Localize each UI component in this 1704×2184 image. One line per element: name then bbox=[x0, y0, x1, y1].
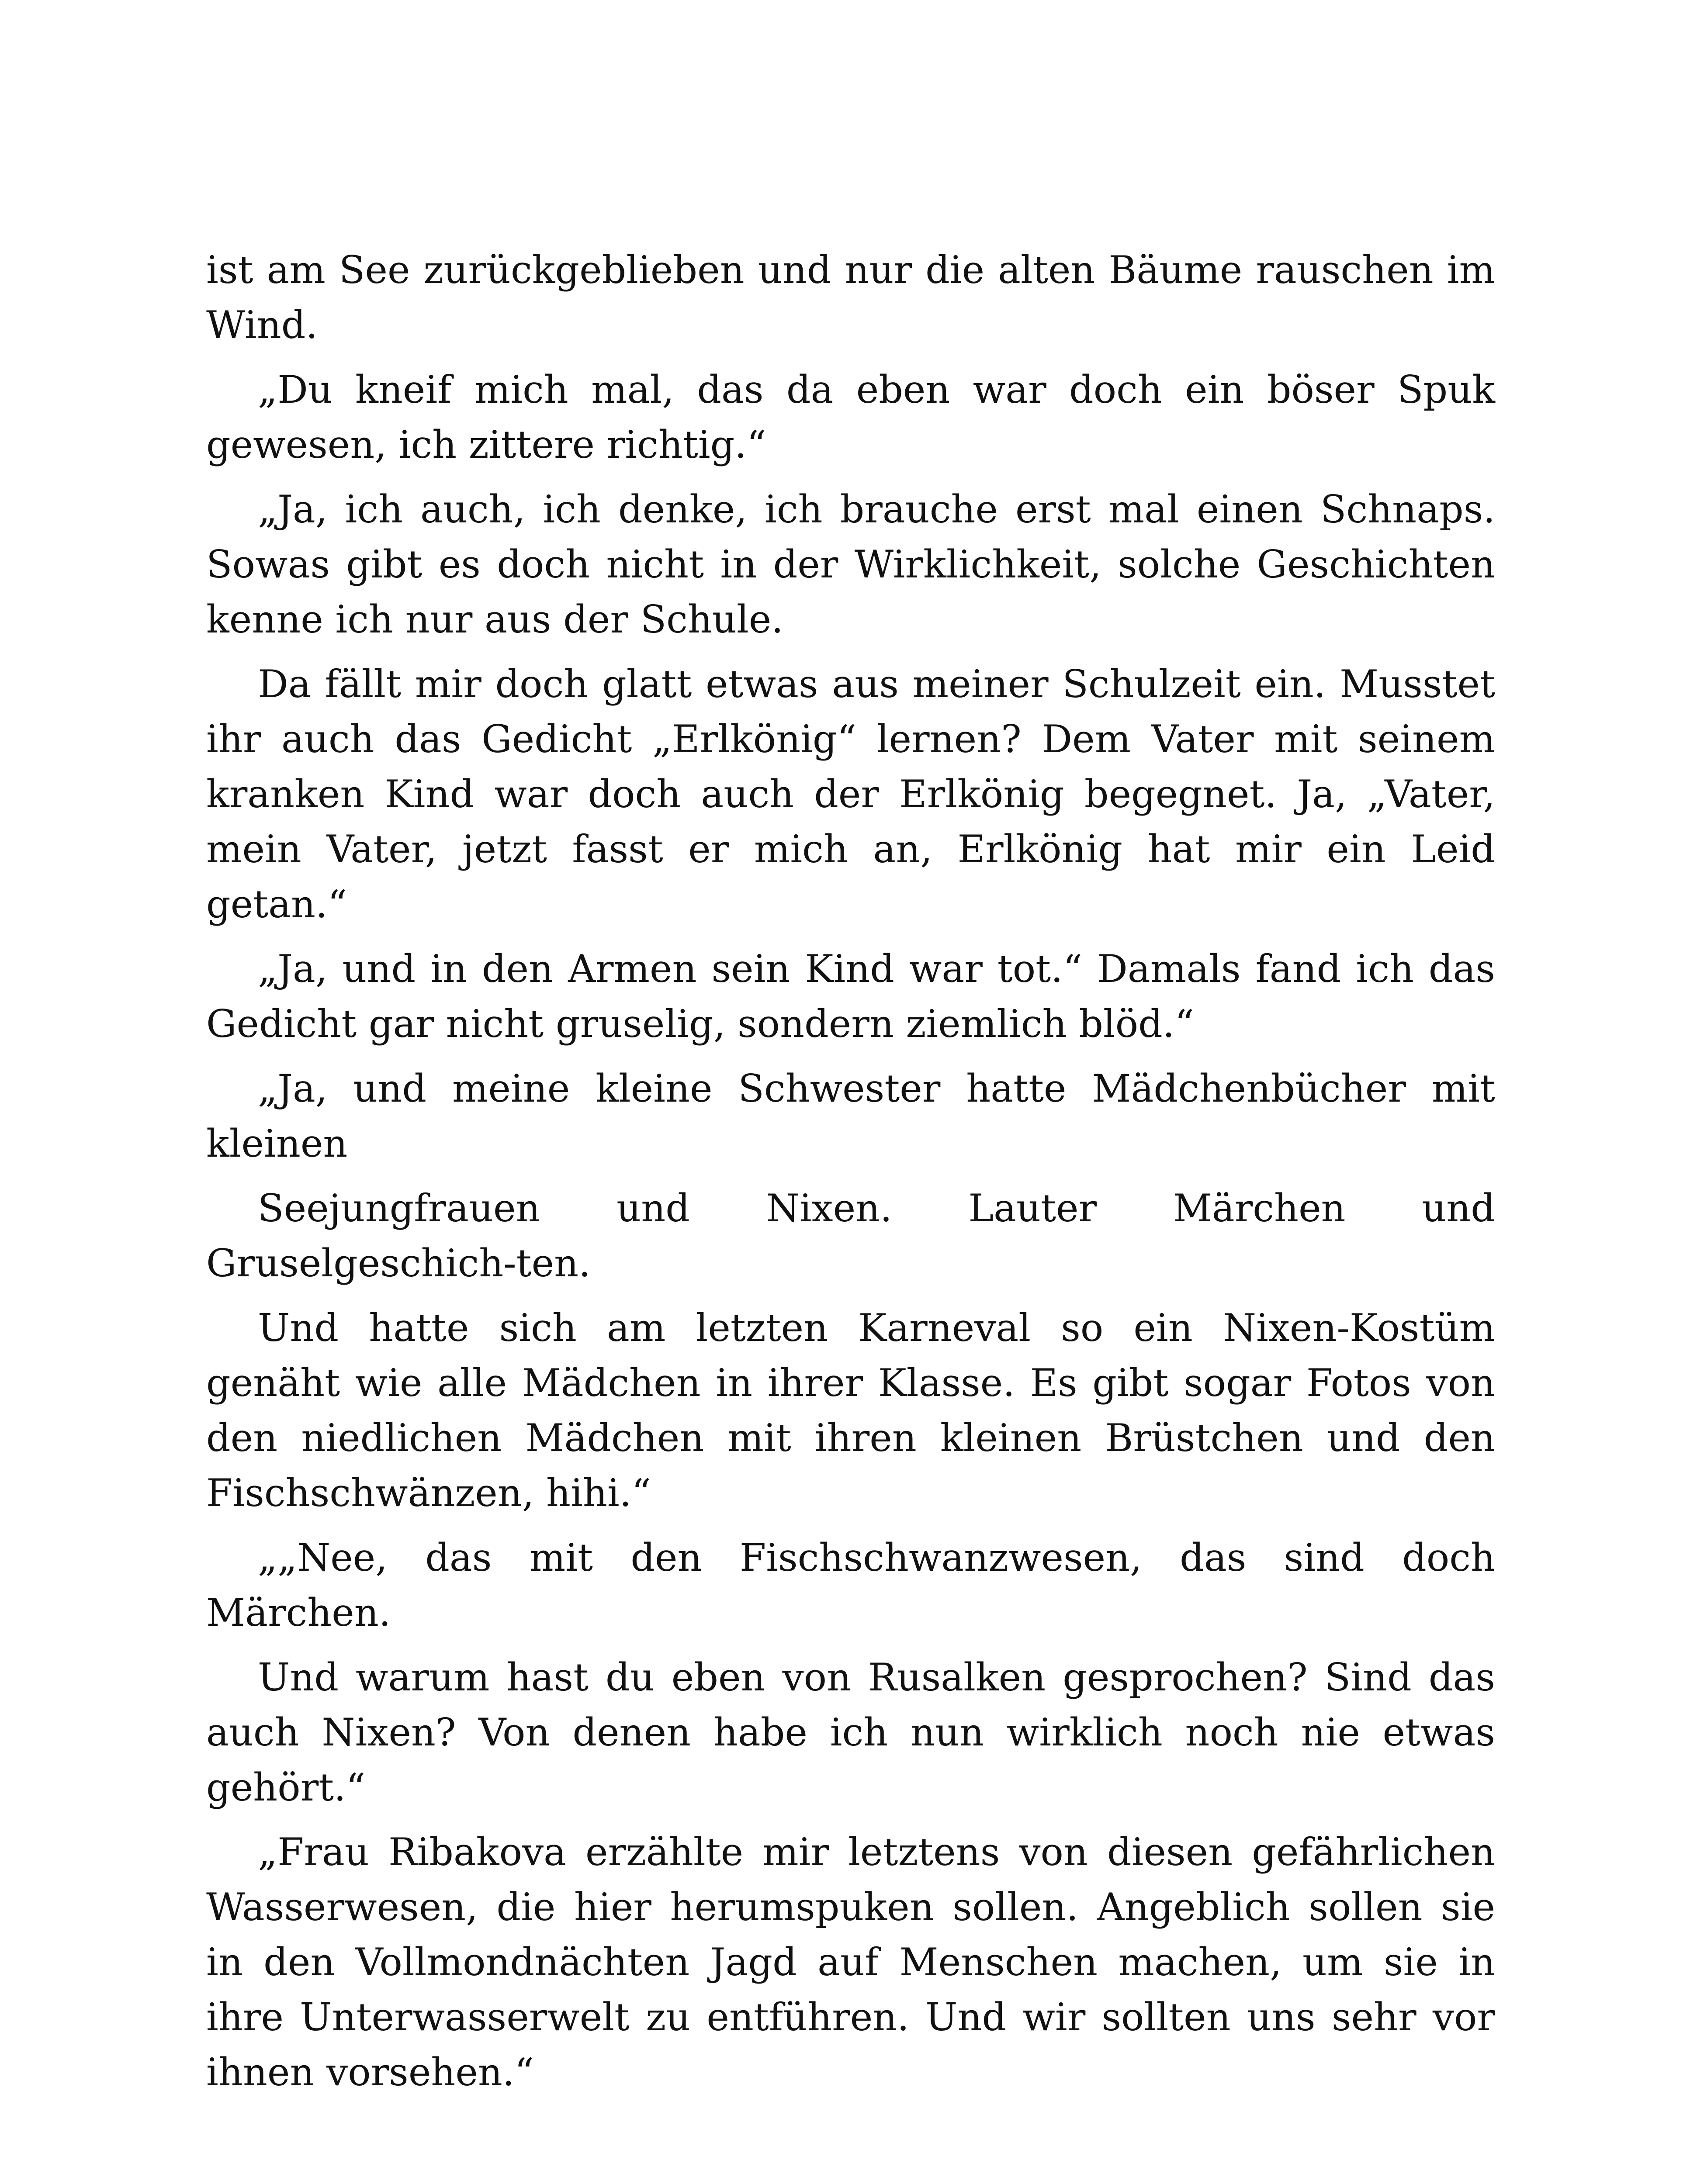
paragraph: Seejungfrauen und Nixen. Lauter Märchen und Gruselgeschich-ten. bbox=[206, 1186, 1495, 1286]
paragraph: ist am See zurückgeblieben und nur die alten Bäume rauschen im Wind. bbox=[206, 248, 1495, 347]
page-number bbox=[0, 2182, 1704, 2184]
paragraph: „Ja, und in den Armen sein Kind war tot.“ Damals fand ich das Gedicht gar nicht gruselig, sondern ziemlich blöd.“ bbox=[206, 947, 1495, 1046]
paragraph: „Ja, ich auch, ich denke, ich brauche erst mal einen Schnaps. Sowas gibt es doch nicht in der Wirklichkeit, solche Geschichten kenne ich nur aus der Schule. bbox=[206, 487, 1495, 642]
paragraph: Da fällt mir doch glatt etwas aus meiner Schulzeit ein. Musstet ihr auch das Gedicht „Erlkönig“ lernen? Dem Vater mit seinem kranken Kind war doch auch der Erlkönig begegnet. Ja, „Vater, mein Vater, jetzt fasst er mich an, Erlkönig hat mir ein Leid getan.“ bbox=[206, 662, 1495, 926]
paragraph: Und warum hast du eben von Rusalken gesprochen? Sind das auch Nixen? Von denen habe ich nun wirklich noch nie etwas gehört.“ bbox=[206, 1655, 1495, 1810]
paragraph: Und hatte sich am letzten Karneval so ein Nixen-Kostüm genäht wie alle Mädchen in ihrer Klasse. Es gibt sogar Fotos von den niedlichen Mädchen mit ihren kleinen Brüstchen und den Fischschwänzen, hihi.“ bbox=[206, 1306, 1495, 1515]
body-text bbox=[206, 242, 1495, 2109]
paragraph: „„Nee, das mit den Fischschwanzwesen, das sind doch Märchen. bbox=[206, 1535, 1495, 1635]
paragraph: „Du kneif mich mal, das da eben war doch ein böser Spuk gewesen, ich zittere richtig.“ bbox=[206, 367, 1495, 467]
paragraph: „Ja, und meine kleine Schwester hatte Mädchenbücher mit kleinen bbox=[206, 1066, 1495, 1166]
paragraph: „Frau Ribakova erzählte mir letztens von diesen gefährlichen Wasserwesen, die hier herumspuken sollen. Angeblich sollen sie in den Vollmondnächten Jagd auf Menschen machen, um sie in ihre Unterwasserwelt zu entführen. Und wir sollten uns sehr vor ihnen vorsehen.“ bbox=[206, 1830, 1495, 2094]
